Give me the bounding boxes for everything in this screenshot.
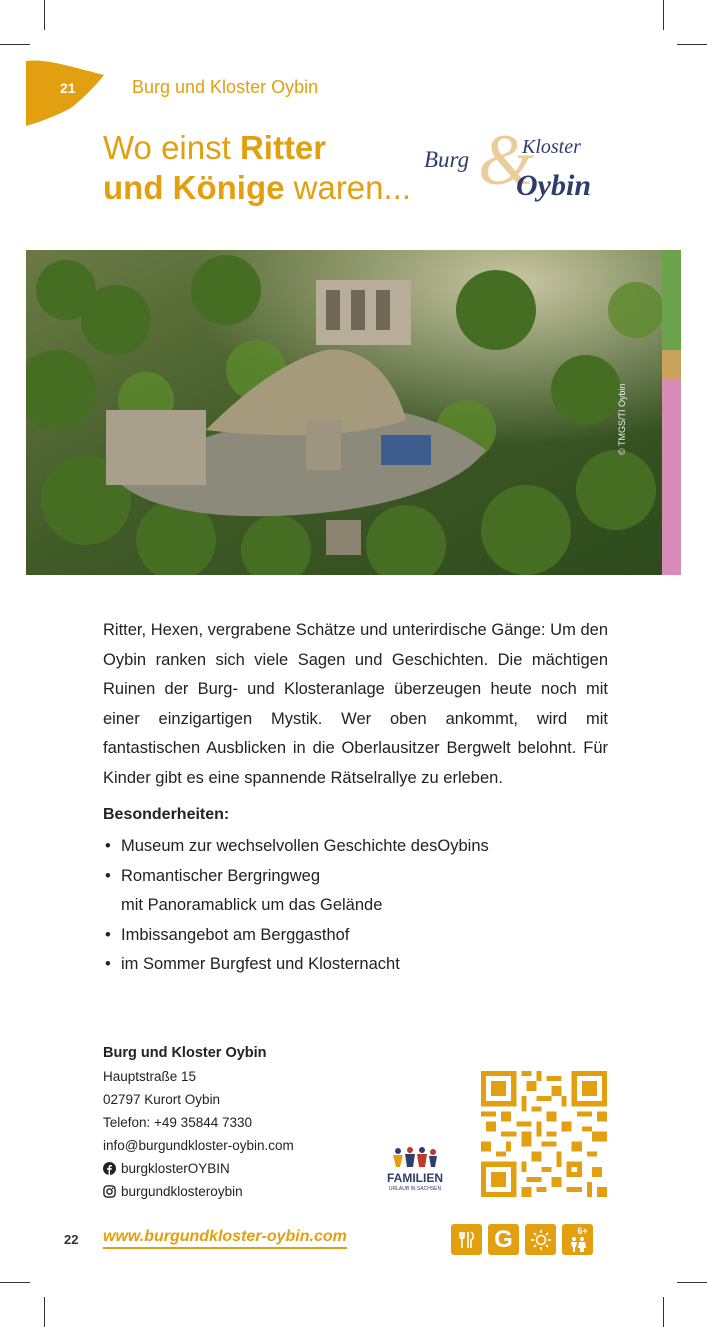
contact-city: 02797 Kurort Oybin [103,1092,221,1107]
contact-street: Hauptstraße 15 [103,1069,197,1084]
contact-name: Burg und Kloster Oybin [103,1045,267,1061]
list-item-text: Romantischer Bergringweg [121,866,321,885]
crop-mark [44,1297,45,1327]
crop-mark [0,1282,30,1283]
facebook-handle: burgklosterOYBIN [121,1161,230,1176]
children-age-icon [562,1224,593,1255]
list-item: • Imbissangebot am Berggasthof [103,921,603,951]
headline-part-4: waren... [284,169,412,206]
contact-block [103,1042,294,1203]
page-headline [103,128,411,208]
contact-email[interactable]: info@burgundkloster-oybin.com [103,1138,294,1153]
crop-mark [663,1297,664,1327]
burg-kloster-oybin-logo [420,128,620,208]
intro-paragraph: Ritter, Hexen, vergrabene Schätze und unterirdische Gänge: Um den Oybin ranken sich viele Sagen und Geschichten. Die mächtigen Ruinen der Burg- und Klosteranlage überzeugen heute noch mit einer einzigartigen Mystik. Wer oben ankommt, wird mit fantastischen Ausblicken in die Oberlausitzer Bergwelt belohnt. Für Kinder gibt es eine spannende Rätselrallye zu erleben. [103,621,608,787]
instagram-icon [103,1185,116,1198]
amenity-icons [451,1224,593,1255]
list-item-continuation: mit Panoramablick um das Gelände [121,896,383,914]
crop-mark [663,0,664,30]
logo-word-kloster: Kloster [522,136,581,158]
familien-label: FAMILIEN [387,1171,443,1185]
features-title: Besonderheiten: [103,806,230,823]
group-g-icon [488,1224,519,1255]
section-title: Burg und Kloster Oybin [132,77,319,97]
family-figures-icon [393,1147,437,1167]
qr-code[interactable] [481,1071,607,1197]
contact-facebook[interactable] [103,1157,294,1180]
headline-part-2: Ritter [239,129,327,166]
tab-page-number: 21 [60,80,76,96]
fork-knife-icon [451,1224,482,1255]
instagram-handle: burgundklosteroybin [121,1184,243,1199]
facebook-icon [103,1162,116,1175]
familien-sublabel: URLAUB IN SACHSEN [388,1186,442,1192]
photo-credit: © TMGS/TI Oybin [617,383,627,455]
logo-word-oybin: Oybin [516,169,591,202]
crop-mark [677,1282,707,1283]
headline-part-3: und Könige [103,169,285,206]
castle-aerial-photo [26,250,681,575]
page-number: 22 [64,1232,79,1247]
list-item: • im Sommer Burgfest und Klosternacht [103,950,603,980]
list-item [103,862,603,921]
group-g-label: G [494,1225,513,1253]
headline-part-1: Wo einst [103,129,240,166]
features-list [103,832,603,980]
crop-mark [44,0,45,30]
sun-icon [525,1224,556,1255]
age-label: 6+ [577,1226,588,1236]
list-item: • Museum zur wechselvollen Geschichte desOybins [103,832,603,862]
logo-ampersand: & [478,128,535,200]
crop-mark [677,44,707,45]
website-link[interactable]: www.burgundkloster-oybin.com [103,1228,347,1249]
familien-urlaub-logo [380,1145,450,1195]
contact-phone[interactable]: Telefon: +49 35844 7330 [103,1115,253,1130]
crop-mark [0,44,30,45]
logo-word-burg: Burg [424,147,470,172]
contact-instagram[interactable] [103,1180,294,1203]
